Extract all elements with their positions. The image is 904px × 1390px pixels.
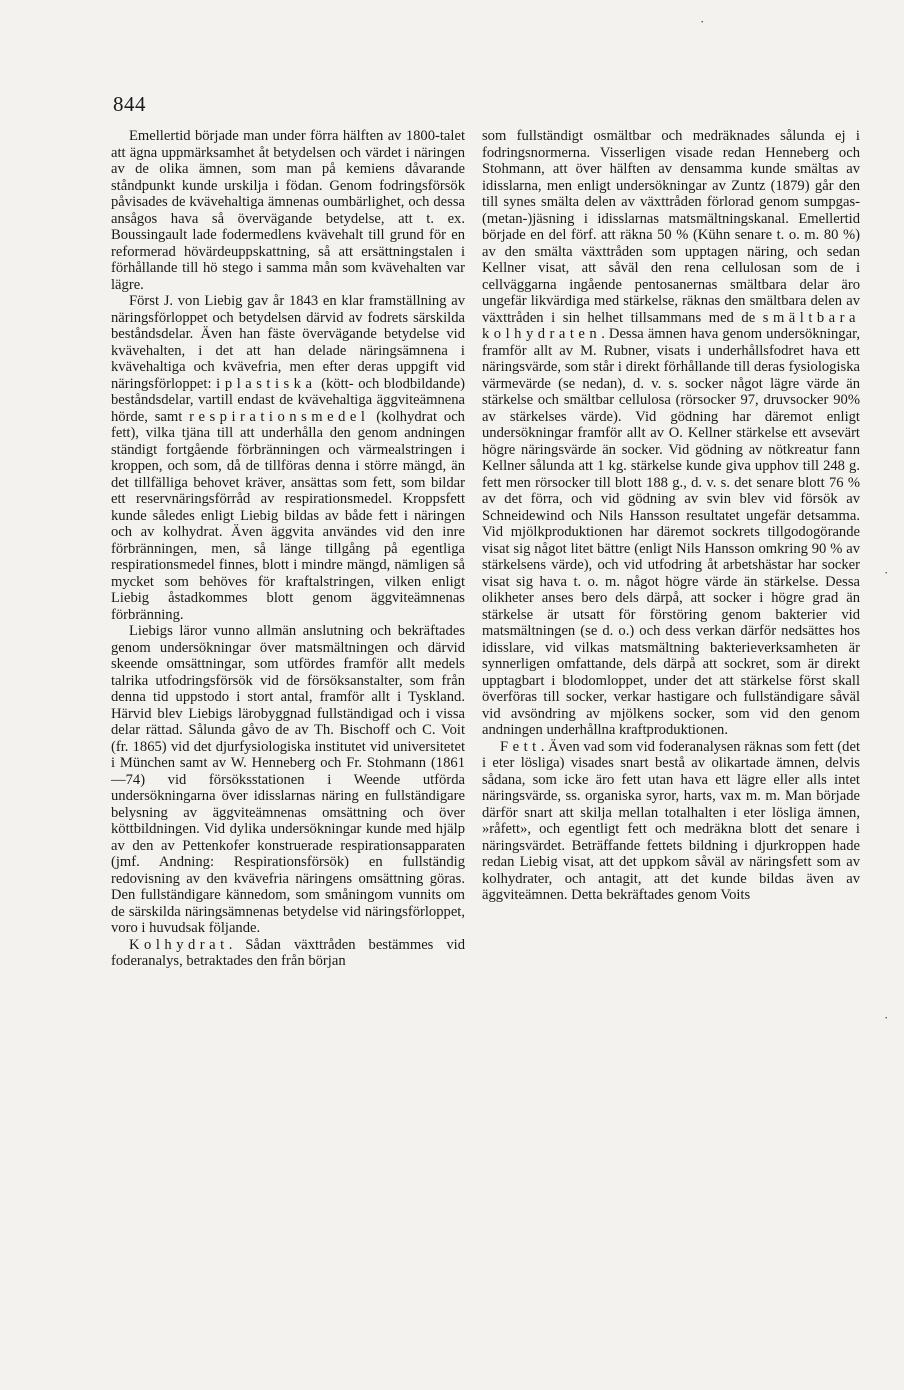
paragraph: Liebigs läror vunno allmän anslutning och bekräftades genom undersökningar över matsmältningen och därvid skeende omsättningar, som utfördes framför allt medels talrika utfodringsförsök vid de försöksanstalter, som från denna tid uppstodo i stort antal, framför allt i Tyskland. Härvid blev Liebigs lärobyggnad fullständigad och i vissa delar rättad. Sålunda gåvo de av Th. Bischoff och C. Voit (fr. 1865) vid det djurfysiologiska institutet vid universitetet i München samt av W. Henneberg och Fr. Stohmann (1861—74) vid försöksstationen i Weende utförda undersökningarna över idisslarnas näring en fullständigare belysning av äggviteämnenas omsättning och över köttbildningen. Vid dylika undersökningar kunde med hjälp av den av Pettenkofer konstruerade respirationsapparaten (jmf. Andning: Respirationsförsök) en fullständig redovisning av den kvävefria näringens omsättning göras. Den fullständigare kännedom, som småningom vunnits om de särskilda näringsämnenas betydelse vid näringsförloppet, voro i huvudsak följande.: [111, 623, 465, 936]
paragraph: Emellertid började man under förra hälften av 1800-talet att ägna uppmärksamhet åt betydelsen och värdet i näringen av de olika ämnen, som man på kemiens dåvarande ståndpunkt kunde urskilja i födan. Genom fodringsförsök påvisades de kvävehaltiga ämnenas oumbärlighet, och dessa ansågos hava så övervägande betydelse, att t. ex. Boussingault lade fodermedlens kvävehalt till grund för en reformerad hövärdeuppskattning, så att ersättningstalen i förhållande till hö stego i samma mån som kvävehalten var lägre.: [111, 128, 465, 293]
paragraph: Kolhydrat. Sådan växttråden bestämmes vid foderanalys, betraktades den från början: [111, 936, 465, 969]
paragraph: Först J. von Liebig gav år 1843 en klar framställning av näringsförloppet och betydelsen därvid av fodrets särskilda beståndsdelar. Även han fäste övervägande betydelse vid kvävehalten, i det att han delade näringsämnena i kvävehaltiga och kvävefria, men efter deras uppgift vid näringsförloppet: i plastiska (kött- och blodbildande) beståndsdelar, vartill endast de kvävehaltiga äggviteämnena hörde, samt respirationsmedel (kolhydrat och fett), vilka tjäna till att underhålla den genom andningen ständigt fortgående förbränningen och värmealstringen i kroppen, och som, då de tillföras denna i större mängd, än det tillfälliga behovet kräver, ansättas som fett, som bildar ett reservnäringsförråd av respirationsmedel. Kroppsfett kunde således enligt Liebig bildas av både fett i näringen och av kolhydrat. Även äggvita användes vid den inre förbränningen, men, så länge tillgång på egentliga respirationsmedel finnes, blott i mindre mängd, nämligen så mycket som behöves för kraftalstringen, vilken enligt Liebig åstadkommes blott genom äggviteämnenas förbränning.: [111, 293, 465, 623]
paragraph: Fett. Även vad som vid foderanalysen räknas som fett (det i eter lösliga) visades snart bestå av olikartade ämnen, delvis sådana, som icke äro fett utan hava ett lägre eller alls intet näringsvärde, ss. organiska syror, harts, vax m. m. Man började därför snart att skilja mellan totalhalten i eter lösliga ämnen, »råfett», och egentligt fett och medräkna blott det senare i näringsvärdet. Beträffande fettets bildning i djurkroppen hade redan Liebig visat, att det uppkom såväl av näringsfett som av kolhydrater, och antagit, att det kunde bildas även av äggviteämnen. Detta bekräftades genom Voits: [482, 738, 860, 903]
right-column: [482, 128, 860, 904]
print-speck: ·: [884, 1010, 889, 1025]
emphasized-term: plastiska: [224, 375, 317, 392]
left-column: [111, 128, 465, 970]
emphasized-term: respirationsmedel: [189, 408, 370, 425]
print-speck: ·: [884, 565, 889, 580]
emphasized-term: smältbara kolhydraten: [482, 309, 860, 342]
print-speck: ·: [700, 14, 705, 29]
emphasized-term: Fett: [500, 738, 541, 755]
page-number: 844: [113, 92, 146, 116]
emphasized-term: Kolhydrat: [129, 936, 229, 953]
paragraph: som fullständigt osmältbar och medräknades sålunda ej i fodringsnormerna. Visserligen visade redan Henneberg och Stohmann, att över hälften av densamma kunde smältas av idisslarna, men enligt undersökningar av Zuntz (1879) går den till synes smälta delen av växttråden förlorad genom sumpgas-(metan-)jäsning i idisslarnas matsmältningskanal. Emellertid började en del förf. att räkna 50 % (Kühn senare t. o. m. 80 %) av den smälta växttråden som upptagen näring, och sedan Kellner visat, att såväl den rena cellulosan som de i cellväggarna ingående pentosanernas smältbara delar äro ungefär likvärdiga med stärkelse, räknas den smältbara delen av växttråden i sin helhet tillsammans med de smältbara kolhydraten. Dessa ämnen hava genom undersökningar, framför allt av M. Rubner, visats i underhållsfodret hava ett näringsvärde, som står i direkt förhållande till deras fysiologiska värmevärde (se nedan), d. v. s. socker något lägre värde än stärkelse och smältbar cellulosa (rörsocker 97, druvsocker 90% av stärkelses värde). Vid gödning har däremot enligt undersökningar framför allt av O. Kellner stärkelse ett avsevärt högre näringsvärde än socker. Vid gödning av nötkreatur fann Kellner sålunda att 1 kg. stärkelse kunde giva upphov till 248 g. fett men rörsocker till blott 188 g., d. v. s. det senare blott 76 % av det förra, och vid gödning av svin blev vid försök av Schneidewind och Nils Hansson resultatet ungefär detsamma. Vid mjölkproduktionen har däremot sockrets tillgodogörande visat sig något litet bättre (enligt Nils Hansson omkring 90 % av stärkelsens värde), och vid utfodring åt arbetshästar har socker visat sig hava t. o. m. något högre värde än stärkelse. Dessa olikheter anses bero dels därpå, att socker i högre grad än stärkelse är utsatt för förstöring genom bakterier vid matsmältningen (se d. o.) och dess verkan därför nedsättes hos idisslare, vid vilkas matsmältning bakterieverksamheten är synnerligen omfattande, dels därpå att sockret, som är direkt upptagbart i blodomloppet, under det att stärkelse först skall överföras till socker, verkar hastigare och fullständigare såväl vid avsöndring av mjölkens socker, som vid den genom andningen underhållna kraftproduktionen.: [482, 128, 860, 738]
